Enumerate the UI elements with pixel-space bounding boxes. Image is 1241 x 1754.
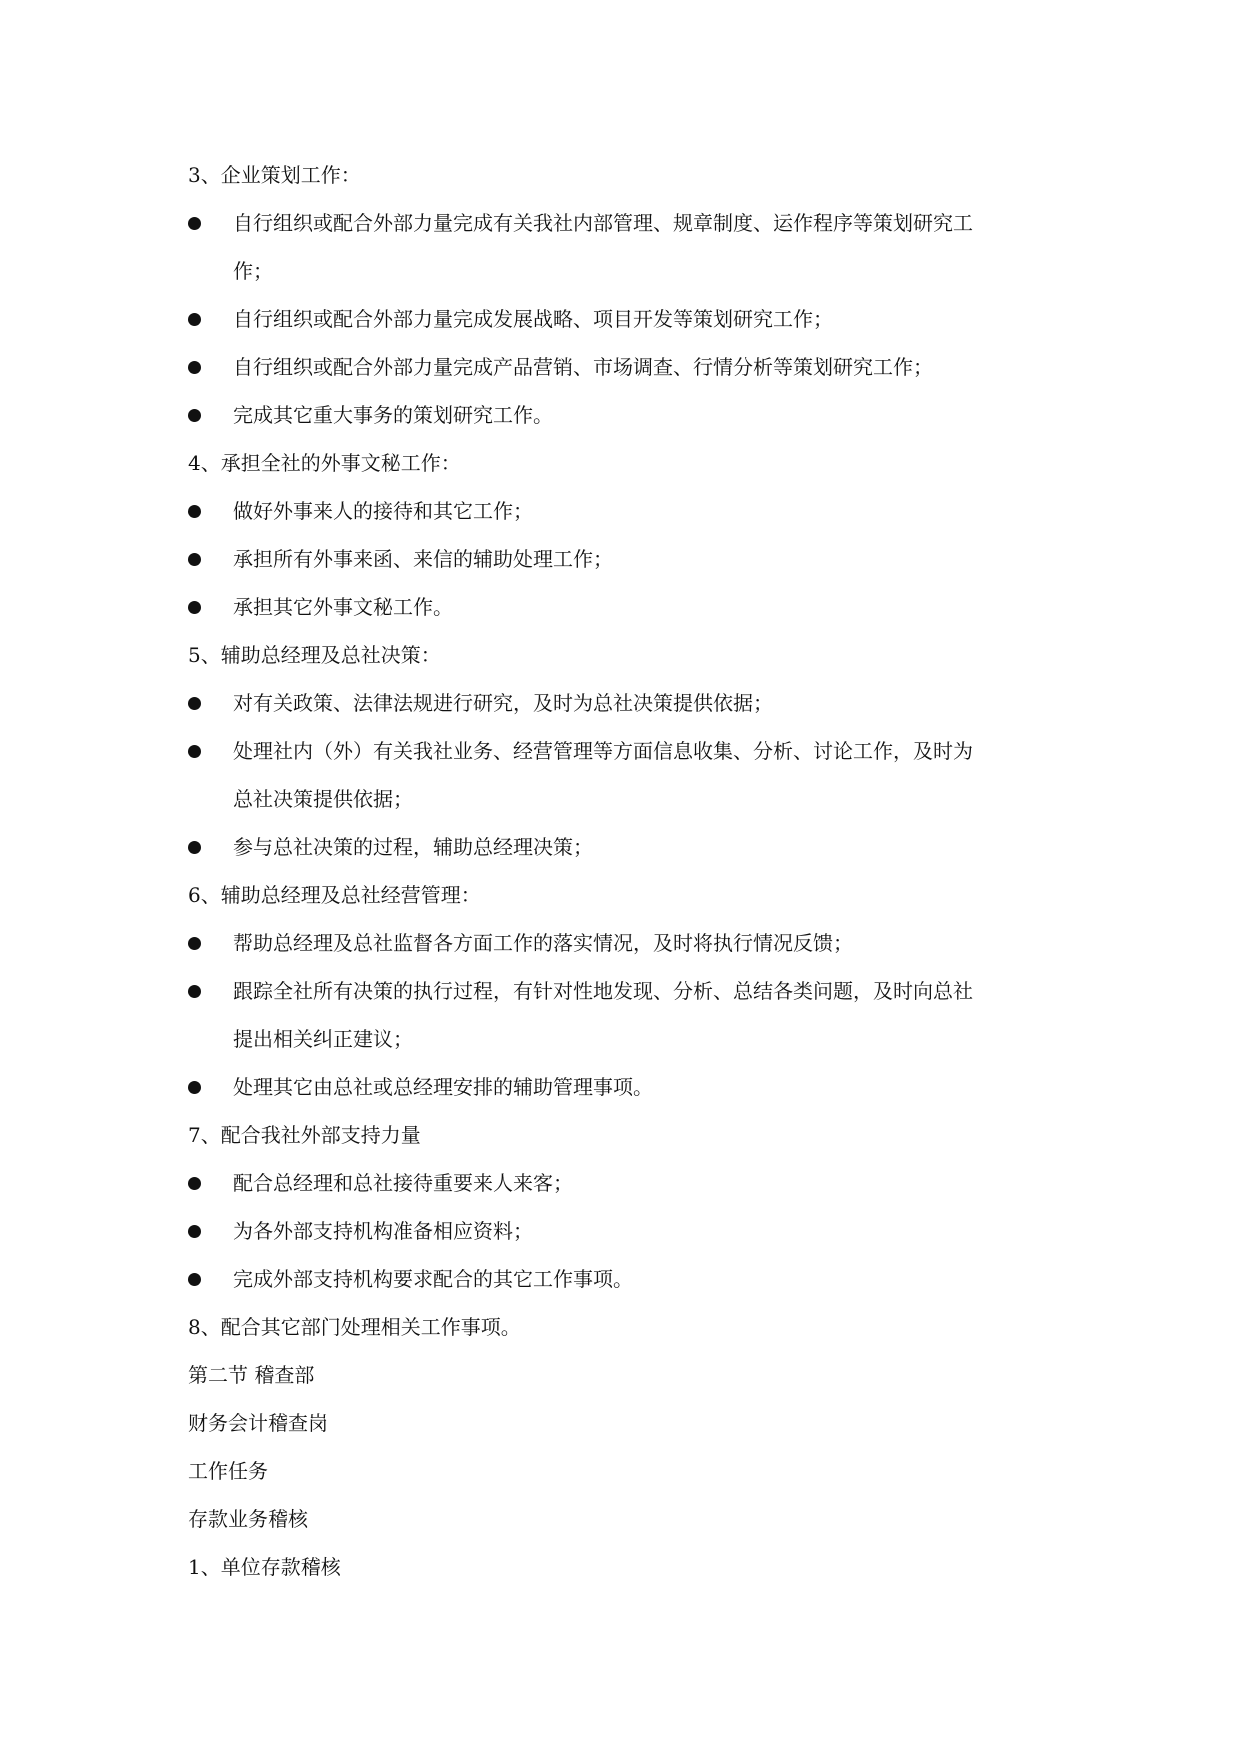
bullet-icon xyxy=(188,1225,201,1238)
heading-5: 5、辅助总经理及总社决策： xyxy=(188,643,441,667)
bullet-icon xyxy=(188,697,201,710)
bullet-icon xyxy=(188,1177,201,1190)
list-item-continuation: 作； xyxy=(233,259,273,283)
item-1-title: 1、单位存款稽核 xyxy=(188,1555,341,1579)
bullet-icon xyxy=(188,505,201,518)
bullet-icon xyxy=(188,1273,201,1286)
heading-3: 3、企业策划工作： xyxy=(188,163,361,187)
bullet-icon xyxy=(188,985,201,998)
bullet-icon xyxy=(188,313,201,326)
bullet-icon xyxy=(188,217,201,230)
document-page: 3、企业策划工作： 自行组织或配合外部力量完成有关我社内部管理、规章制度、运作程序等策划研究工 作； 自行组织或配合外部力量完成发展战略、项目开发等策划研究工作； 自行组织或配合外部力量完成产品营销、市场调查、行情分析等策划研究工作； 完成其它重大事务的策划研究工作。 4、承担全社的外事文秘工作： 做好外事来人的接待和其它工作； 承担所有外事来函、来信的辅助处理工作； 承担其它外事文秘工作。 5、辅助总经理及总社决策： 对有关政策、法律法规进行研究，及时为总社决策提供依据； 处理社内（外）有关我社业务、经营管理等方面信息收集、分析、讨论工作，及时为 总社决策提供依据； 参与总社决策的过程，辅助总经理决策； 6、辅助总经理及总社经营管理： 帮助总经理及总社监督各方面工作的落实情况，及时将执行情况反馈； 跟踪全社所有决策的执行过程，有针对性地发现、分析、总结各类问题，及时向总社 提出相关纠正建议； 处理其它由总社或总经理安排的辅助管理事项。 7、配合我社外部支持力量 配合总经理和总社接待重要来人来客； 为各外部支持机构准备相应资料； 完成外部支持机构要求配合的其它工作事项。 8、配合其它部门处理相关工作事项。 第二节 稽查部 财务会计稽查岗 工作任务 存款业务稽核 1、单位存款稽核 xyxy=(188,163,973,1579)
list-item-continuation: 总社决策提供依据； xyxy=(233,787,413,811)
heading-6: 6、辅助总经理及总社经营管理： xyxy=(188,883,481,907)
heading-8: 8、配合其它部门处理相关工作事项。 xyxy=(188,1315,521,1339)
audit-title: 存款业务稽核 xyxy=(188,1507,308,1531)
bullet-icon xyxy=(188,841,201,854)
heading-7: 7、配合我社外部支持力量 xyxy=(188,1123,421,1147)
heading-4: 4、承担全社的外事文秘工作： xyxy=(188,451,461,475)
task-title: 工作任务 xyxy=(188,1459,268,1483)
post-title: 财务会计稽查岗 xyxy=(188,1411,328,1435)
bullet-icon xyxy=(188,601,201,614)
list-item-continuation: 提出相关纠正建议； xyxy=(233,1027,413,1051)
bullet-icon xyxy=(188,1081,201,1094)
bullet-icon xyxy=(188,937,201,950)
bullet-icon xyxy=(188,361,201,374)
bullet-icon xyxy=(188,409,201,422)
bullet-icon xyxy=(188,553,201,566)
bullet-icon xyxy=(188,745,201,758)
section-title: 第二节 稽查部 xyxy=(188,1363,315,1387)
